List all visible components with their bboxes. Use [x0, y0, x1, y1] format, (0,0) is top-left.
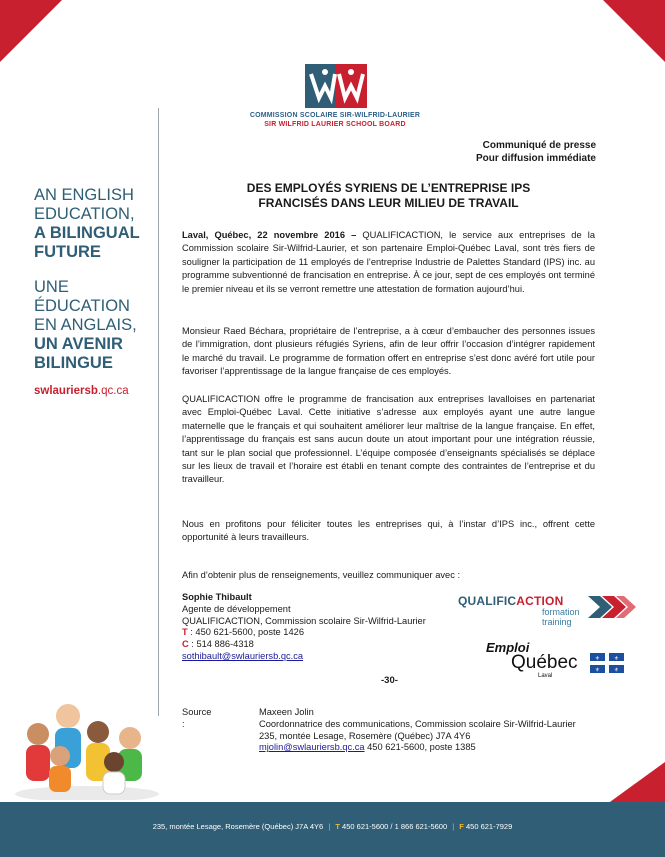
paragraph-1-text: QUALIFICACTION, le service aux entreprises de la Commission scolaire Sir-Wilfrid-Laurier, et son partenaire Emploi-Québec Laval, sont très fiers de souligner la participation de 11 employés de l’entreprise Industrie de Palettes Standard (IPS) inc. au programme subventionné de francisation en entreprise. À ce jour, sept de ces employés ont terminé le premier niveau et ils se verront remettre une attestation de formation aujourd’hui. — [182, 230, 595, 294]
cell-label: C — [182, 639, 189, 650]
website-link[interactable] — [34, 385, 129, 397]
footer-fax-label: F — [459, 822, 464, 831]
slogan-line: ÉDUCATION — [34, 297, 130, 315]
corner-triangle-bottom-right — [603, 762, 665, 807]
svg-text:⚜: ⚜ — [595, 656, 600, 662]
eq-laval: Laval — [538, 673, 553, 679]
contact-block — [182, 592, 426, 663]
slogan-line-bold: A BILINGUAL — [34, 224, 140, 242]
paragraph-1 — [182, 229, 595, 296]
footer-phone: 450 621-5600 / 1 866 621-5600 — [339, 822, 448, 831]
phone-value: : 450 621-5600, poste 1426 — [187, 627, 304, 638]
paragraph-2: Monsieur Raed Béchara, propriétaire de l’entreprise, a à cœur d’embaucher des personnes issues de l’immigration, dont plusieurs réfugiés Syriens, afin de leur offrir l’occasion d’intégrer rapidement le marché du travail. Le programme de formation offert en entreprise s’est donc avéré fort utile pour favoriser l’apprentissage de la langue française de ces employés. — [182, 326, 595, 377]
children-photo — [12, 694, 162, 800]
website-domain: swlauriersb — [34, 385, 98, 397]
source-email-link[interactable]: mjolin@swlauriersb.qc.ca — [259, 742, 365, 753]
corner-triangle-top-right — [603, 0, 665, 62]
sidebar-slogan — [34, 186, 158, 373]
end-mark: -30- — [381, 675, 398, 686]
dateline: Laval, Québec, 22 novembre 2016 – — [182, 230, 357, 240]
school-board-logo — [305, 64, 367, 108]
chevron-arrows-icon — [588, 594, 636, 620]
slogan-line-bold: UN AVENIR — [34, 335, 123, 353]
qa-sub-2: training — [542, 617, 572, 627]
source-phone: 450 621-5600, poste 1385 — [364, 742, 476, 753]
slogan-line-bold: FUTURE — [34, 243, 101, 261]
eq-quebec: Québec — [511, 652, 578, 673]
source-title: Coordonnatrice des communications, Commission scolaire Sir-Wilfrid-Laurier — [259, 718, 576, 729]
footer-contact: 235, montée Lesage, Rosemère (Québec) J7A 4Y6 | T 450 621-5600 / 1 866 621-5600 | F 450 621-7929 — [152, 822, 513, 831]
qa-name-b: ACTION — [516, 594, 564, 608]
svg-text:⚜: ⚜ — [614, 667, 619, 673]
source-label: Source : — [182, 707, 212, 729]
headline — [182, 181, 595, 211]
eq-emploi: Emploi — [486, 640, 530, 655]
slogan-line: AN ENGLISH — [34, 186, 134, 204]
svg-text:⚜: ⚜ — [595, 667, 600, 673]
paragraph-3: QUALIFICACTION offre le programme de francisation aux entreprises lavalloises en partenariat avec Emploi-Québec Laval. Cette initiative s’adresse aux employés ayant une autre langue maternelle que le français et qui souhaitent améliorer leur maîtrise de la langue française. En effet, l’apprentissage du français est sans aucun doute un atout important pour une intégration réussie, tant sur le plan social que professionnel. L’équipe composée d’enseignants spécialisés se déplace sur les lieux de travail et l’horaire est établi en tenant compte des contraintes de l’entreprise et du travailleur. — [182, 394, 595, 485]
headline-line-2: FRANCISÉS DANS LEUR MILIEU DE TRAVAIL — [258, 196, 519, 210]
website-tld: .qc.ca — [97, 385, 129, 397]
quebec-flag-icon — [590, 653, 624, 673]
contact-email-link[interactable]: sothibault@swlauriersb.qc.ca — [182, 650, 304, 661]
sidebar-divider — [158, 108, 159, 716]
phone-label: T — [182, 627, 188, 638]
footer-phone-label: T — [335, 822, 340, 831]
contact-title: Agente de développement — [182, 603, 291, 614]
emploi-quebec-logo — [482, 640, 632, 680]
qa-name-a: QUALIFIC — [458, 594, 517, 608]
source-name: Maxeen Jolin — [259, 707, 314, 717]
press-release-label — [476, 139, 596, 165]
slogan-line: EDUCATION, — [34, 205, 135, 223]
slogan-line-bold: BILINGUE — [34, 354, 113, 372]
paragraph-4: Nous en profitons pour féliciter toutes les entreprises qui, à l’instar d’IPS inc., offrent cette opportunité à leurs travailleurs. — [182, 519, 595, 543]
contact-org: QUALIFICACTION, Commission scolaire Sir-Wilfrid-Laurier — [182, 615, 426, 626]
slogan-line: EN ANGLAIS, — [34, 316, 137, 334]
svg-text:⚜: ⚜ — [614, 656, 619, 662]
paragraph-5: Afin d’obtenir plus de renseignements, veuillez communiquer avec : — [182, 570, 461, 580]
org-name-fr: COMMISSION SCOLAIRE SIR-WILFRID-LAURIER — [249, 112, 421, 119]
contact-name: Sophie Thibault — [182, 592, 252, 602]
contact-cell — [182, 639, 426, 651]
corner-triangle-top-left — [0, 0, 62, 62]
qa-sub-1: formation — [542, 607, 580, 617]
footer-address: 235, montée Lesage, Rosemère (Québec) J7A 4Y6 — [152, 822, 324, 831]
contact-phone — [182, 627, 426, 639]
headline-line-1: DES EMPLOYÉS SYRIENS DE L’ENTREPRISE IPS — [246, 181, 531, 195]
press-line-1: Communiqué de presse — [482, 140, 596, 151]
slogan-line: UNE — [34, 278, 69, 296]
footer-fax: 450 621-7929 — [463, 822, 513, 831]
cell-value: : 514 886-4318 — [188, 639, 254, 650]
source-address: 235, montée Lesage, Rosemère (Québec) J7A 4Y6 — [259, 730, 471, 741]
org-name-en: SIR WILFRID LAURIER SCHOOL BOARD — [264, 121, 406, 128]
qualificaction-logo — [458, 594, 638, 634]
press-line-2: Pour diffusion immédiate — [475, 153, 596, 164]
